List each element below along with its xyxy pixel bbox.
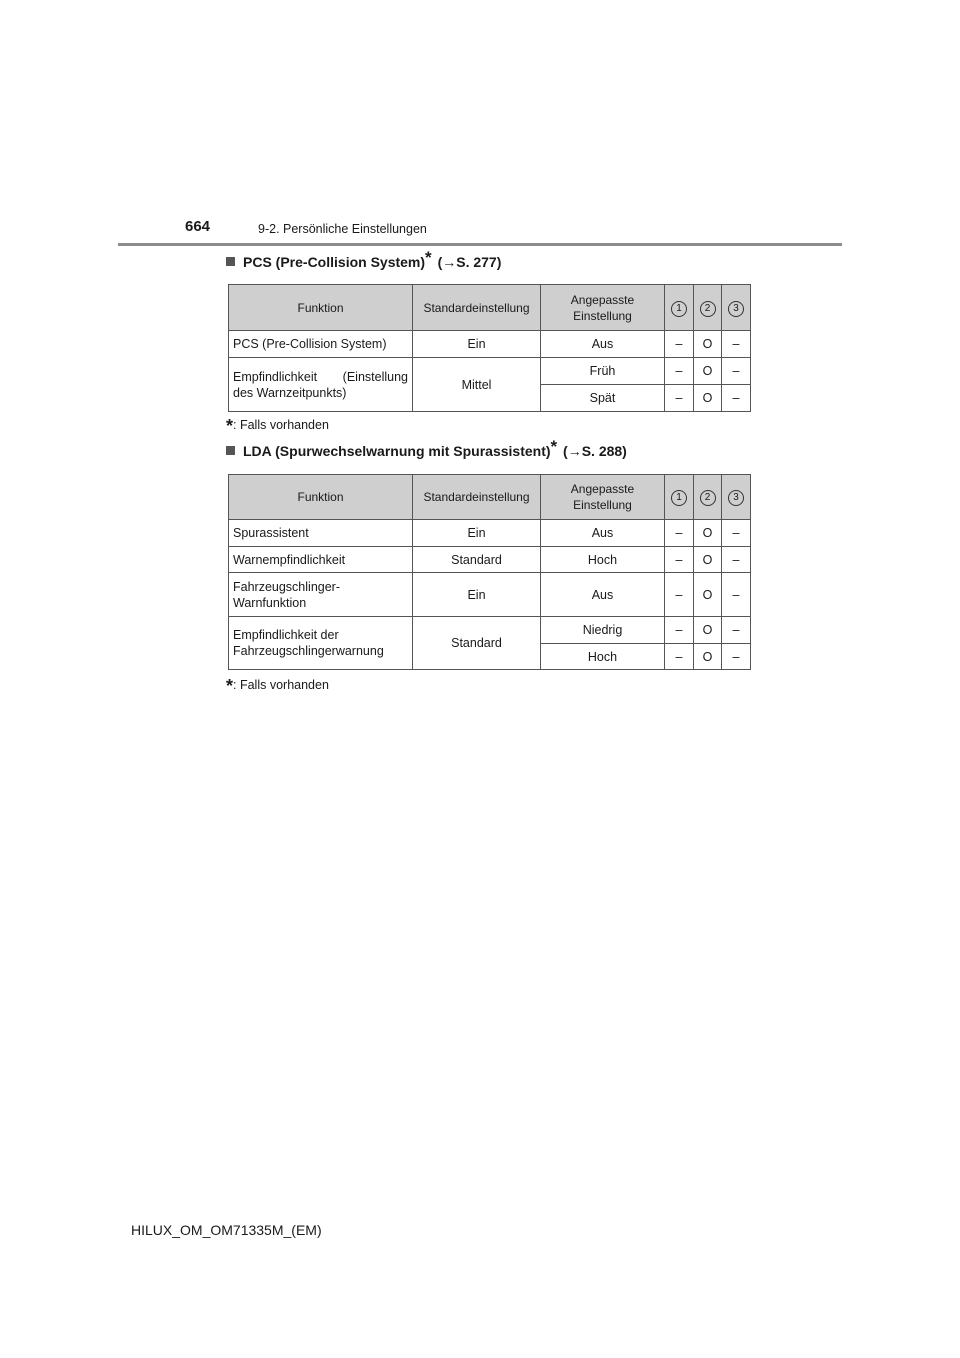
col-funktion: Funktion	[229, 285, 413, 331]
cell-funktion: Spurassistent	[229, 520, 413, 547]
cell-standard: Standard	[413, 617, 541, 670]
pcs-ref: (→S. 277)	[437, 254, 502, 270]
section-title: 9-2. Persönliche Einstellungen	[258, 222, 427, 236]
circled-number: 3	[728, 490, 744, 506]
footnote-text: : Falls vorhanden	[233, 678, 329, 692]
lda-heading	[226, 437, 627, 459]
table-header-row	[229, 285, 751, 331]
col-2	[694, 285, 722, 331]
col-1	[665, 285, 694, 331]
pcs-footnote	[226, 416, 329, 436]
header-rule	[118, 243, 842, 246]
col-angepasste: Angepasste Einstellung	[541, 475, 665, 520]
bullet-square-icon	[226, 446, 235, 455]
cell-c1: –	[665, 547, 694, 573]
circled-number: 1	[671, 490, 687, 506]
cell-c2: O	[694, 385, 722, 412]
cell-c1: –	[665, 573, 694, 617]
cell-c3: –	[722, 617, 751, 644]
cell-angepasste: Hoch	[541, 547, 665, 573]
cell-c1: –	[665, 644, 694, 670]
col-standard: Standardeinstellung	[413, 475, 541, 520]
cell-standard: Standard	[413, 547, 541, 573]
table-header-row	[229, 475, 751, 520]
cell-funktion: Empfindlichkeit (Einstellung des Warnzeitpunkts)	[229, 358, 413, 412]
lda-asterisk: *	[550, 437, 558, 456]
footnote-text: : Falls vorhanden	[233, 418, 329, 432]
cell-c2: O	[694, 573, 722, 617]
page-number: 664	[185, 218, 211, 235]
col-2	[694, 475, 722, 520]
cell-c2: O	[694, 358, 722, 385]
cell-standard: Ein	[413, 520, 541, 547]
circled-number: 3	[728, 301, 744, 317]
circled-number: 2	[700, 490, 716, 506]
table-row	[229, 331, 751, 358]
cell-angepasste: Hoch	[541, 644, 665, 670]
cell-angepasste: Spät	[541, 385, 665, 412]
footnote-star: *	[226, 416, 234, 436]
cell-standard: Ein	[413, 331, 541, 358]
cell-c3: –	[722, 358, 751, 385]
cell-standard: Ein	[413, 573, 541, 617]
cell-c1: –	[665, 331, 694, 358]
lda-title: LDA (Spurwechselwarnung mit Spurassistent)	[243, 443, 551, 459]
cell-c3: –	[722, 520, 751, 547]
cell-angepasste: Aus	[541, 520, 665, 547]
cell-c3: –	[722, 573, 751, 617]
col-funktion: Funktion	[229, 475, 413, 520]
bullet-square-icon	[226, 257, 235, 266]
cell-c2: O	[694, 331, 722, 358]
circled-number: 2	[700, 301, 716, 317]
cell-c3: –	[722, 547, 751, 573]
cell-c2: O	[694, 644, 722, 670]
pcs-asterisk: *	[425, 248, 432, 267]
col-3	[722, 285, 751, 331]
cell-c3: –	[722, 331, 751, 358]
cell-c2: O	[694, 617, 722, 644]
cell-c1: –	[665, 358, 694, 385]
cell-standard: Mittel	[413, 358, 541, 412]
table-row	[229, 358, 751, 385]
cell-c3: –	[722, 644, 751, 670]
cell-angepasste: Aus	[541, 331, 665, 358]
cell-c3: –	[722, 385, 751, 412]
table-row	[229, 573, 751, 617]
cell-angepasste: Niedrig	[541, 617, 665, 644]
table-row	[229, 547, 751, 573]
pcs-heading	[226, 248, 502, 270]
cell-angepasste: Aus	[541, 573, 665, 617]
pcs-title: PCS (Pre-Collision System)	[243, 254, 426, 270]
cell-funktion: Empfindlichkeit der Fahrzeugschlingerwarnung	[229, 617, 413, 670]
table-row	[229, 520, 751, 547]
circled-number: 1	[671, 301, 687, 317]
pcs-table	[228, 284, 751, 412]
document-id: HILUX_OM_OM71335M_(EM)	[131, 1222, 322, 1238]
table-row	[229, 617, 751, 644]
cell-angepasste: Früh	[541, 358, 665, 385]
col-angepasste: Angepasste Einstellung	[541, 285, 665, 331]
cell-funktion: PCS (Pre-Collision System)	[229, 331, 413, 358]
lda-table	[228, 474, 751, 670]
cell-c1: –	[665, 385, 694, 412]
cell-c2: O	[694, 520, 722, 547]
cell-c1: –	[665, 617, 694, 644]
lda-ref: (→S. 288)	[563, 443, 627, 459]
col-3	[722, 475, 751, 520]
col-standard: Standardeinstellung	[413, 285, 541, 331]
cell-c1: –	[665, 520, 694, 547]
col-1	[665, 475, 694, 520]
lda-footnote	[226, 676, 329, 696]
cell-c2: O	[694, 547, 722, 573]
cell-funktion: Fahrzeugschlinger-Warnfunktion	[229, 573, 413, 617]
cell-funktion: Warnempfindlichkeit	[229, 547, 413, 573]
footnote-star: *	[226, 676, 234, 696]
